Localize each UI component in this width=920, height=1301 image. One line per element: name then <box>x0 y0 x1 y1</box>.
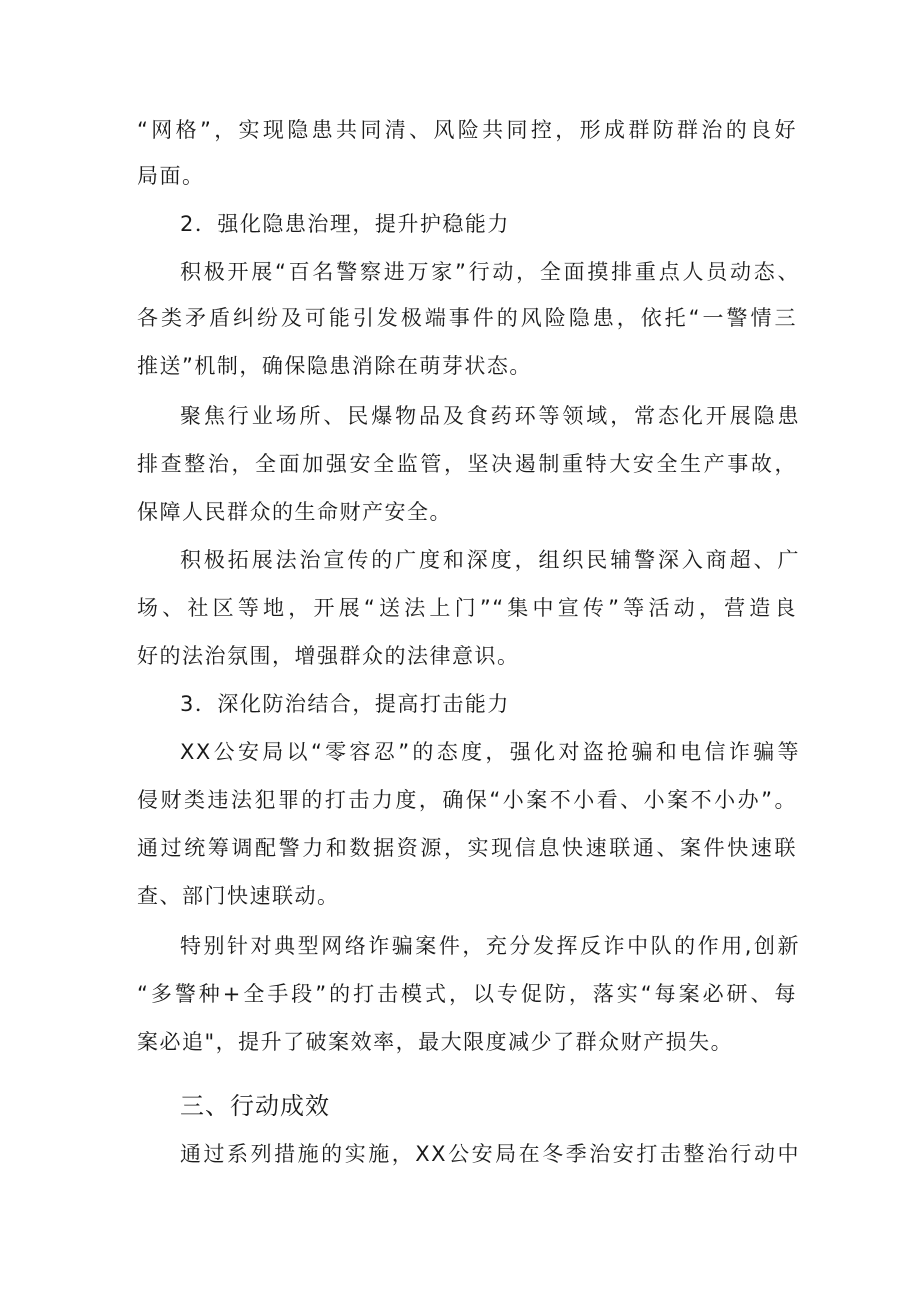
paragraph-line: 侵财类违法犯罪的打击力度，确保“小案不小看、小案不小办”。 <box>137 788 797 812</box>
subheading-3: 3．深化防治结合，提高打击能力 <box>180 692 510 716</box>
paragraph-line: 查、部门快速联动。 <box>137 884 340 908</box>
paragraph-line: 通过系列措施的实施，XX公安局在冬季治安打击整治行动中 <box>180 1142 800 1166</box>
paragraph-line: 特别针对典型网络诈骗案件，充分发挥反诈中队的作用,创新 <box>180 934 800 958</box>
paragraph-line: 场、社区等地，开展“送法上门”“集中宣传”等活动，营造良 <box>137 596 797 620</box>
paragraph-line: 各类矛盾纠纷及可能引发极端事件的风险隐患，依托“一警情三 <box>137 306 797 330</box>
paragraph-line: 局面。 <box>137 164 205 188</box>
paragraph-line: 聚焦行业场所、民爆物品及食药环等领域，常态化开展隐患 <box>180 404 800 428</box>
paragraph-line: 案必追"，提升了破案效率，最大限度减少了群众财产损失。 <box>137 1030 734 1054</box>
paragraph-line: 好的法治氛围，增强群众的法律意识。 <box>137 644 520 668</box>
section-heading-3: 三、行动成效 <box>180 1092 330 1120</box>
paragraph-line: 积极拓展法治宣传的广度和深度，组织民辅警深入商超、广 <box>180 548 800 572</box>
paragraph-line: 保障人民群众的生命财产安全。 <box>137 500 452 524</box>
paragraph-line: 排查整治，全面加强安全监管，坚决遏制重特大安全生产事故， <box>137 452 797 476</box>
subheading-2: 2．强化隐患治理，提升护稳能力 <box>180 212 510 236</box>
paragraph-line: “网格”，实现隐患共同清、风险共同控，形成群防群治的良好 <box>137 118 797 142</box>
paragraph-line: 积极开展“百名警察进万家”行动，全面摸排重点人员动态、 <box>180 260 800 284</box>
paragraph-line: XX公安局以“零容忍”的态度，强化对盗抢骗和电信诈骗等 <box>180 740 800 764</box>
paragraph-line: 通过统筹调配警力和数据资源，实现信息快速联通、案件快速联 <box>137 836 797 860</box>
paragraph-line: “多警种+全手段”的打击模式，以专促防，落实“每案必研、每 <box>137 982 797 1006</box>
paragraph-line: 推送”机制，确保隐患消除在萌芽状态。 <box>137 354 532 378</box>
